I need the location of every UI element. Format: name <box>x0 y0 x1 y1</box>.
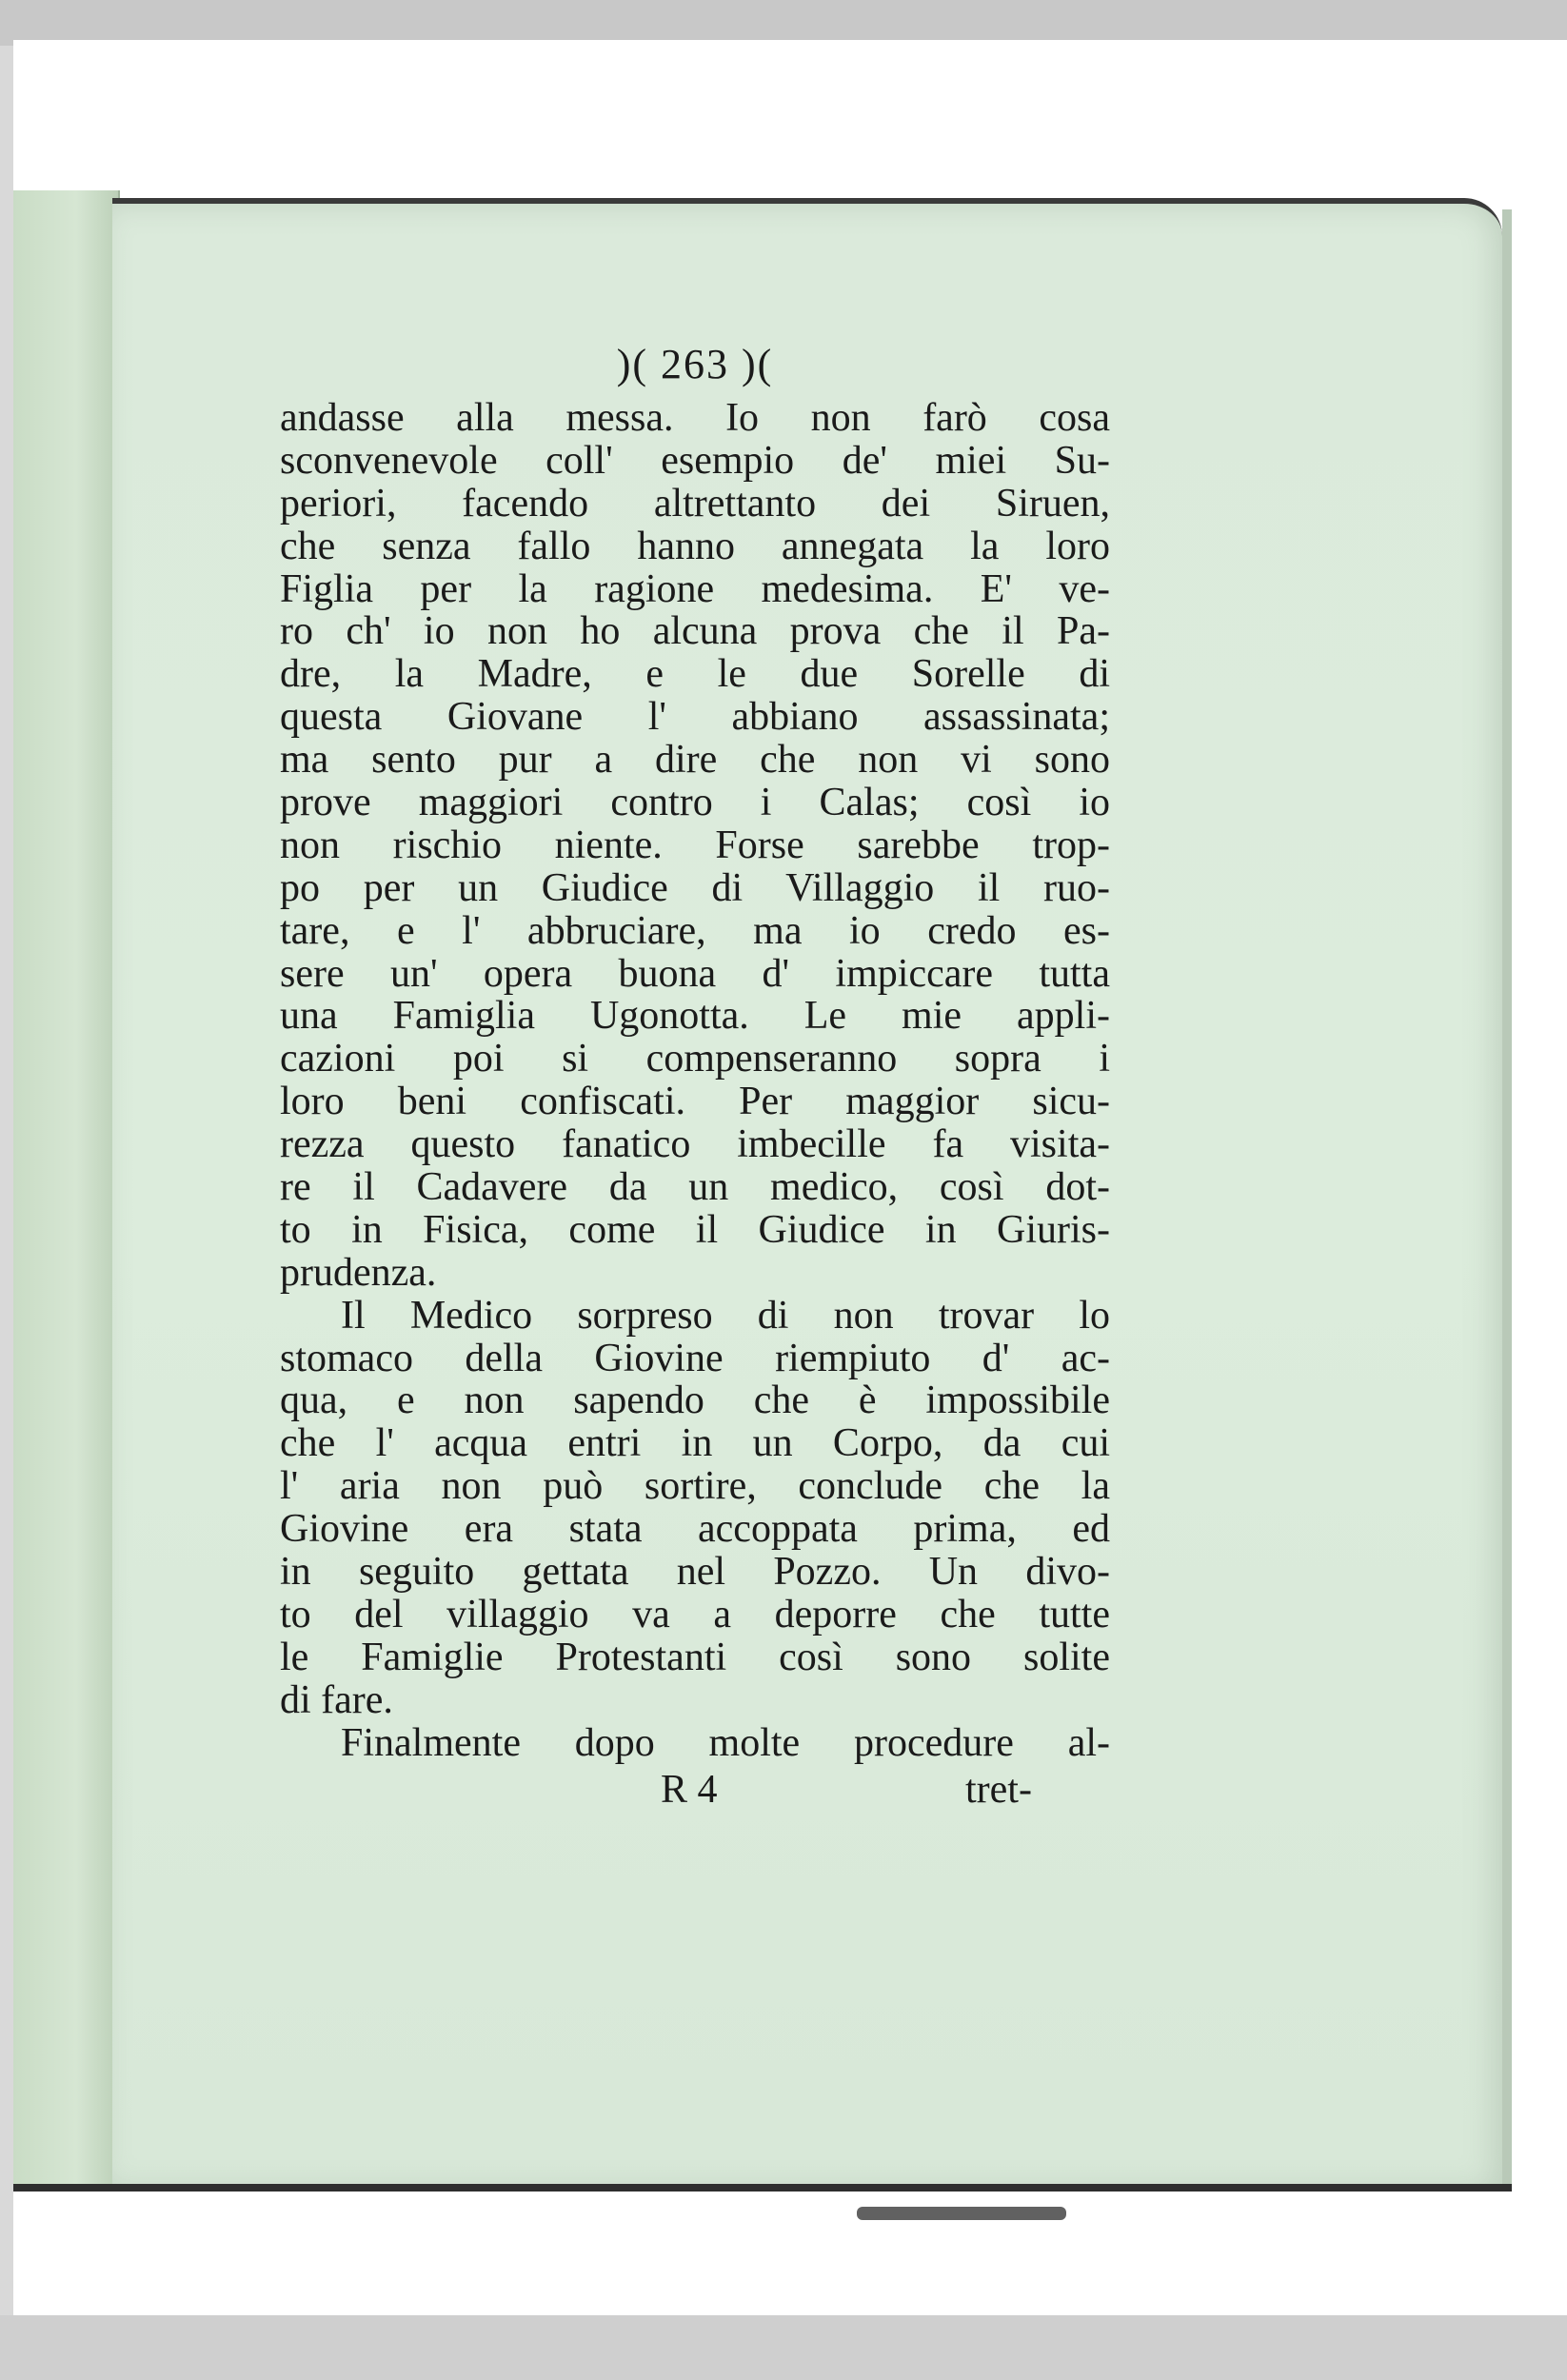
text-line: in seguito gettata nel Pozzo. Un divo- <box>280 1551 1110 1594</box>
facing-page-edge <box>13 190 120 2190</box>
text-line: tare, e l' abbruciare, ma io credo es- <box>280 909 1110 953</box>
ink-smudge <box>857 2207 1066 2220</box>
text-line: l' aria non può sortire, conclude che la <box>280 1465 1110 1509</box>
text-line: Giovine era stata accoppata prima, ed <box>280 1508 1110 1552</box>
text-line: prudenza. <box>280 1251 437 1295</box>
text-line: dre, la Madre, e le due Sorelle di <box>280 653 1110 697</box>
text-line: loro beni confiscati. Per maggior sicu- <box>280 1081 1110 1124</box>
page-text-block <box>280 338 1110 1813</box>
text-line: po per un Giudice di Villaggio il ruo- <box>280 866 1110 910</box>
scan-top-border <box>0 0 1567 46</box>
text-line: questa Giovane l' abbiano assassinata; <box>280 696 1110 740</box>
text-line: prove maggiori contro i Calas; così io <box>280 782 1110 824</box>
text-line: una Famiglia Ugonotta. Le mie appli- <box>280 995 1110 1039</box>
text-line: to del villaggio va a deporre che tutte <box>280 1593 1110 1636</box>
text-line: Il Medico sorpreso di non trovar lo <box>341 1294 1110 1338</box>
page-edge-shadow <box>1502 209 1512 2184</box>
scan-bottom-border <box>0 2315 1567 2380</box>
text-line: rezza questo fanatico imbecille fa visita- <box>280 1123 1110 1167</box>
text-line: ro ch' io non ho alcuna prova che il Pa- <box>280 610 1110 654</box>
page-header-number: )( 263 )( <box>616 341 774 387</box>
text-line: stomaco della Giovine riempiuto d' ac- <box>280 1337 1110 1380</box>
page-bottom-edge <box>13 2184 1512 2192</box>
text-line: periori, facendo altrettanto dei Siruen, <box>280 482 1110 526</box>
text-line: sconvenevole coll' esempio de' miei Su- <box>280 439 1110 483</box>
text-line: le Famiglie Protestanti così sono solite <box>280 1636 1110 1679</box>
catchword: tret- <box>965 1767 1032 1812</box>
text-line: re il Cadavere da un medico, così dot- <box>280 1166 1110 1209</box>
text-line: non rischio niente. Forse sarebbe trop- <box>280 823 1110 867</box>
text-line: Figlia per la ragione medesima. E' ve- <box>280 567 1110 611</box>
page-footer <box>280 1767 1110 1813</box>
text-line: di fare. <box>280 1678 393 1722</box>
signature-mark: R 4 <box>661 1767 718 1812</box>
text-line: cazioni poi si compenseranno sopra i <box>280 1038 1110 1081</box>
text-line: andasse alla messa. Io non farò cosa <box>280 397 1110 440</box>
text-line: che l' acqua entri in un Corpo, da cui <box>280 1422 1110 1466</box>
text-line: to in Fisica, come il Giudice in Giuris- <box>280 1208 1110 1252</box>
text-line: che senza fallo hanno annegata la loro <box>280 525 1110 568</box>
text-line: ma sento pur a dire che non vi sono <box>280 739 1110 783</box>
text-line: sere un' opera buona d' impiccare tutta <box>280 952 1110 996</box>
text-line: qua, e non sapendo che è impossibile <box>280 1379 1110 1423</box>
text-line: Finalmente dopo molte procedure al- <box>341 1721 1110 1765</box>
